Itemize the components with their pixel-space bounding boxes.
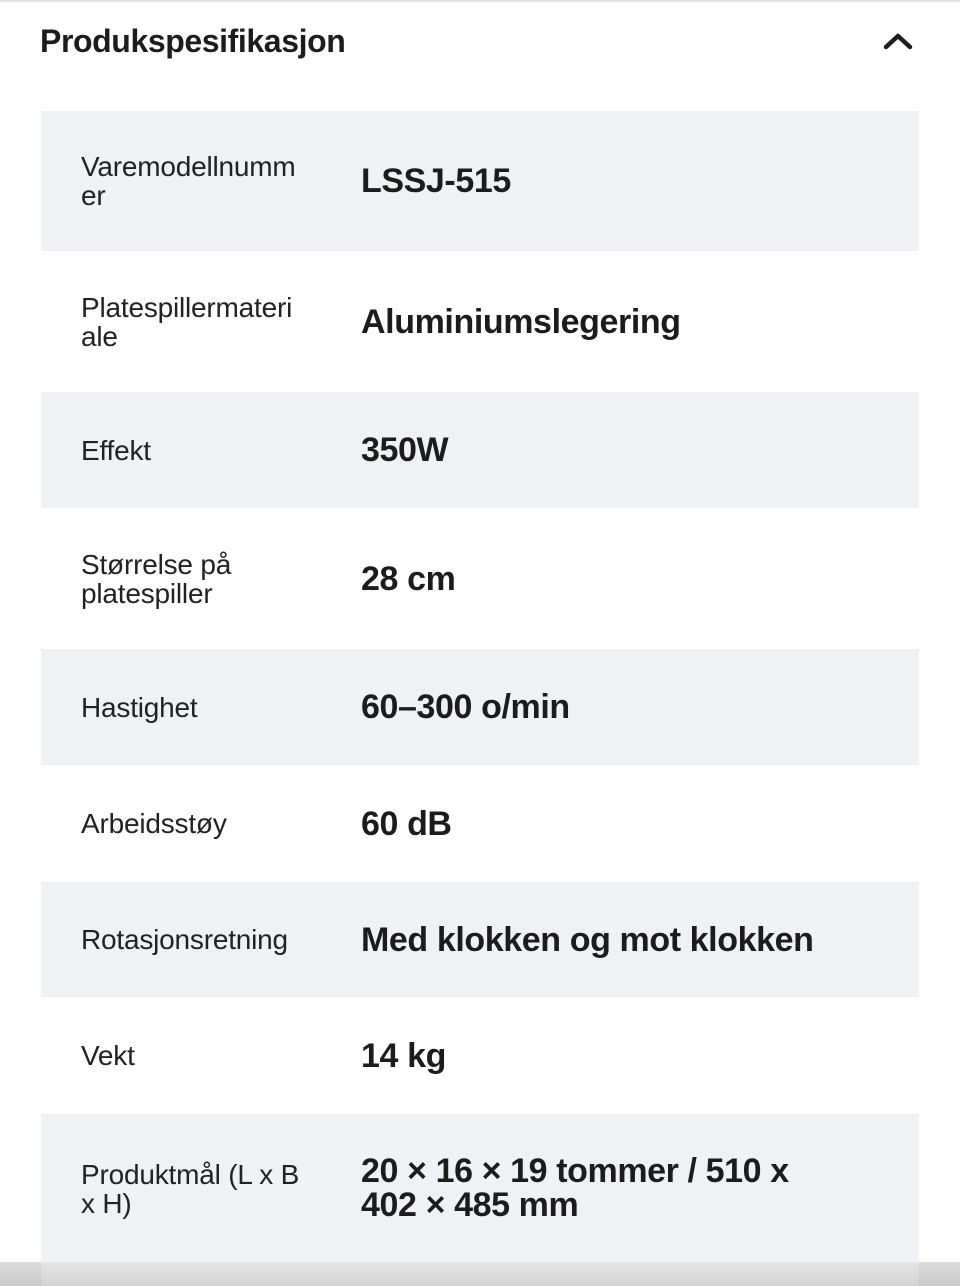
spec-section-header[interactable] bbox=[40, 0, 920, 82]
spec-row-size bbox=[41, 508, 919, 649]
spec-row-noise bbox=[41, 765, 919, 882]
spec-value: 350W bbox=[361, 431, 449, 469]
spec-label: Platespillermateri ale bbox=[81, 291, 293, 352]
spec-value: Med klokken og mot klokken bbox=[361, 920, 814, 959]
spec-label: Effekt bbox=[81, 434, 151, 466]
spec-value: 60–300 o/min bbox=[361, 688, 570, 726]
spec-row-power bbox=[41, 392, 919, 508]
spec-row-weight bbox=[41, 997, 919, 1114]
spec-label: Rotasjonsretning bbox=[81, 924, 288, 955]
spec-row-dimensions bbox=[41, 1114, 919, 1264]
spec-value: 14 kg bbox=[361, 1036, 446, 1075]
spec-row-rotation bbox=[41, 882, 919, 997]
spec-label: Hastighet bbox=[81, 691, 198, 723]
spec-label: Vekt bbox=[81, 1040, 135, 1071]
spec-row-speed bbox=[41, 649, 919, 765]
spec-value: LSSJ-515 bbox=[361, 162, 511, 200]
spec-row-model-number bbox=[41, 111, 919, 251]
spec-value: 28 cm bbox=[361, 559, 456, 598]
spec-row-material bbox=[41, 251, 919, 392]
spec-value: 20 × 16 × 19 tommer / 510 x 402 × 485 mm bbox=[361, 1152, 789, 1224]
spec-label: Størrelse på platespiller bbox=[81, 548, 232, 609]
spec-table bbox=[41, 111, 919, 1264]
spec-label: Produktmål (L x B x H) bbox=[81, 1159, 300, 1219]
spec-label: Arbeidsstøy bbox=[81, 808, 227, 839]
spec-label: Varemodellnumm er bbox=[81, 151, 296, 211]
spec-value: 60 dB bbox=[361, 804, 452, 843]
section-title: Produkspesifikasjon bbox=[40, 22, 346, 59]
chevron-up-icon[interactable] bbox=[880, 23, 916, 59]
spec-value: Aluminiumslegering bbox=[361, 302, 681, 341]
bottom-fade bbox=[0, 1262, 960, 1286]
